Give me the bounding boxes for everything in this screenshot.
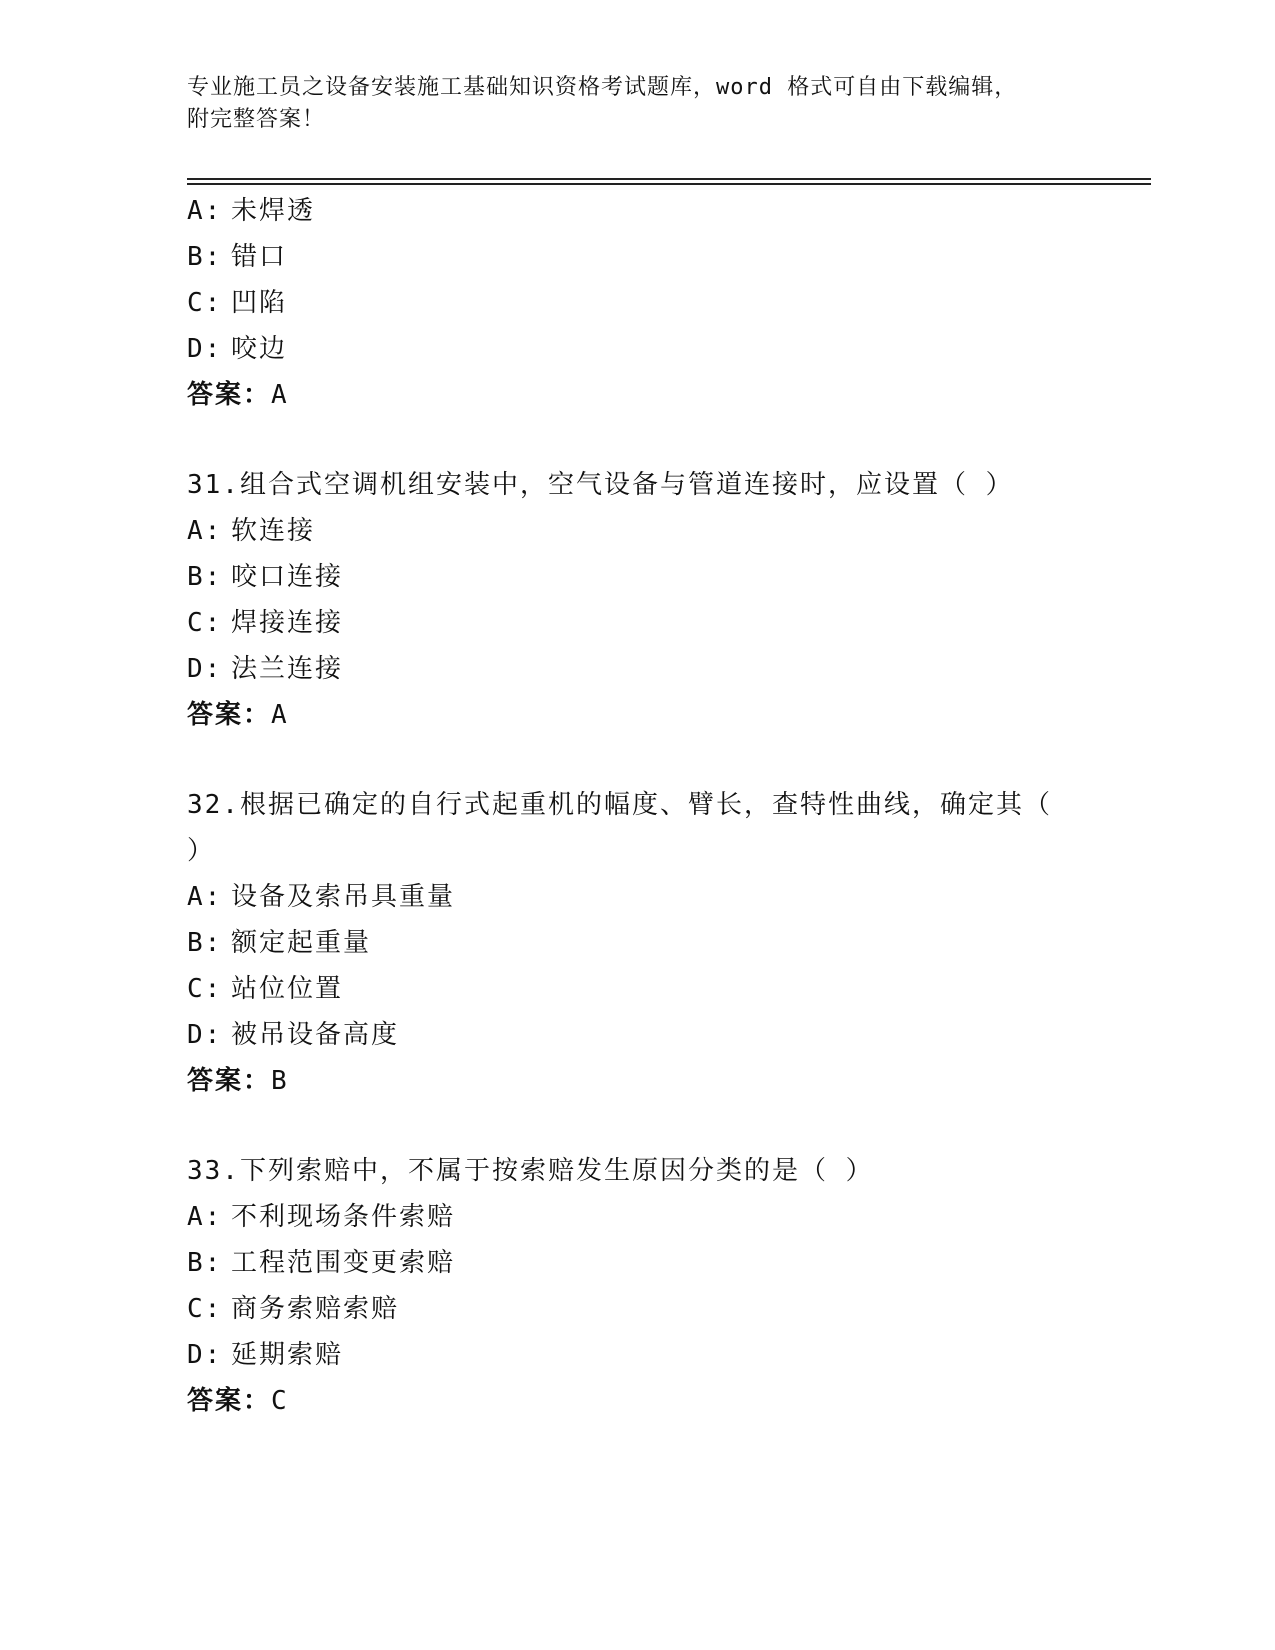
- option-d: D: 被吊设备高度: [187, 1020, 400, 1050]
- answer-line: 答案：A: [187, 380, 289, 410]
- option-a: A: 未焊透: [187, 196, 316, 226]
- answer-line: 答案：B: [187, 1066, 289, 1096]
- option-d: D: 法兰连接: [187, 654, 344, 684]
- header-line-1: 专业施工员之设备安装施工基础知识资格考试题库，word 格式可自由下载编辑，: [187, 75, 1018, 100]
- question-title-continuation: ）: [187, 836, 216, 866]
- option-d: D: 咬边: [187, 334, 288, 364]
- question-title: 32.根据已确定的自行式起重机的幅度、臂长，查特性曲线，确定其（: [187, 790, 1052, 820]
- header-rule-bottom: [187, 183, 1151, 185]
- question-block-31: [187, 462, 1147, 738]
- option-c: C: 焊接连接: [187, 608, 344, 638]
- option-b: B: 额定起重量: [187, 928, 372, 958]
- option-b: B: 咬口连接: [187, 562, 344, 592]
- question-block-33: [187, 1148, 1147, 1424]
- option-c: C: 商务索赔索赔: [187, 1294, 400, 1324]
- option-a: A: 软连接: [187, 516, 316, 546]
- question-block-30: [187, 188, 1147, 418]
- question-block-32: [187, 782, 1147, 1104]
- question-list: [187, 188, 1147, 1424]
- question-title: 31.组合式空调机组安装中，空气设备与管道连接时，应设置（ ）: [187, 470, 1014, 500]
- header-rule-top: [187, 178, 1151, 180]
- answer-line: 答案：C: [187, 1386, 289, 1416]
- answer-line: 答案：A: [187, 700, 289, 730]
- document-header: [187, 72, 1087, 136]
- option-c: C: 站位位置: [187, 974, 344, 1004]
- option-b: B: 错口: [187, 242, 288, 272]
- header-line-2: 附完整答案！: [187, 107, 326, 132]
- option-d: D: 延期索赔: [187, 1340, 344, 1370]
- option-a: A: 不利现场条件索赔: [187, 1202, 456, 1232]
- option-b: B: 工程范围变更索赔: [187, 1248, 456, 1278]
- question-title: 33.下列索赔中，不属于按索赔发生原因分类的是（ ）: [187, 1156, 874, 1186]
- option-a: A: 设备及索吊具重量: [187, 882, 456, 912]
- option-c: C: 凹陷: [187, 288, 288, 318]
